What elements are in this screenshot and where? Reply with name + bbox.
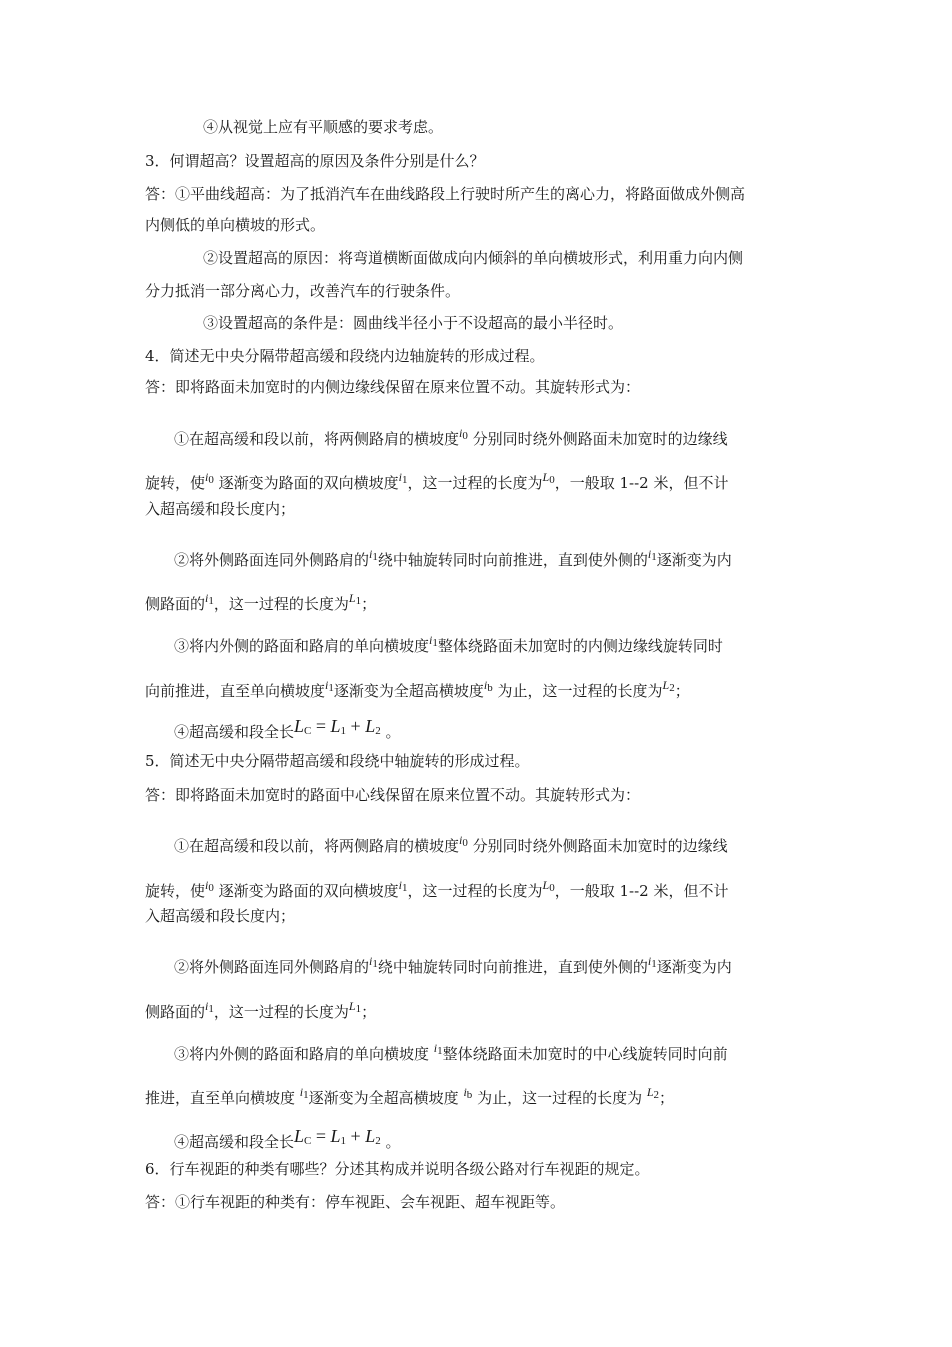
- text: 4．简述无中央分隔带超高缓和段绕内边轴旋转的形成过程。: [145, 347, 545, 365]
- paragraph-line: [174, 1038, 728, 1063]
- paragraph-line: [174, 630, 723, 655]
- text: 逐渐变为内: [656, 551, 732, 569]
- text: 旋转，使: [145, 474, 206, 492]
- paragraph-line: [203, 117, 443, 137]
- math-formula: LC = L1 + L2: [294, 716, 381, 737]
- math-formula: LC = L1 + L2: [294, 1126, 381, 1147]
- answer-line: [145, 184, 745, 204]
- text: 3．何谓超高？设置超高的原因及条件分别是什么？: [145, 152, 485, 170]
- answer-line: [145, 1192, 565, 1212]
- math-symbol: i1: [647, 954, 657, 970]
- text: ，这一过程的长度为: [407, 474, 543, 492]
- text: 6．行车视距的种类有哪些？分述其构成并说明各级公路对行车视距的规定。: [145, 1160, 650, 1178]
- math-symbol: i1: [205, 591, 214, 607]
- paragraph-line: [174, 951, 732, 976]
- question-heading: [145, 151, 485, 171]
- text: 整体绕路面未加宽时的中心线旋转同时向前: [442, 1045, 728, 1063]
- answer-line: [145, 785, 640, 805]
- math-symbol: i0: [205, 878, 214, 894]
- text: 逐渐变为内: [656, 958, 732, 976]
- text: ②将外侧路面连同外侧路肩的: [174, 958, 370, 976]
- text: 逐渐变为路面的双向横坡度: [218, 882, 399, 900]
- text: ③将内外侧的路面和路肩的单向横坡度: [174, 1045, 430, 1063]
- text: ③将内外侧的路面和路肩的单向横坡度: [174, 637, 430, 655]
- math-symbol: i1: [325, 678, 334, 694]
- text: 答：即将路面未加宽时的路面中心线保留在原来位置不动。其旋转形式为：: [145, 786, 641, 804]
- paragraph-line: [145, 875, 729, 900]
- text: ，这一过程的长度为: [213, 595, 349, 613]
- paragraph-line: [145, 996, 377, 1021]
- text: ，这一过程的长度为: [407, 882, 543, 900]
- paragraph-line: [145, 215, 325, 235]
- text: 为止，这一过程的长度为: [497, 682, 663, 700]
- text: ①在超高缓和段以前，将两侧路肩的横坡度: [174, 430, 460, 448]
- answer-line: [145, 377, 640, 397]
- paragraph-line: [145, 588, 377, 613]
- paragraph-line: [174, 423, 728, 448]
- question-heading: [145, 1159, 650, 1179]
- text: 绕中轴旋转同时向前推进，直到使外侧的: [377, 958, 648, 976]
- math-symbol: i1: [299, 1085, 309, 1101]
- math-symbol: L0: [542, 470, 555, 486]
- paragraph-line: [145, 467, 729, 492]
- math-symbol: i0: [459, 833, 468, 849]
- text: ②设置超高的原因：将弯道横断面做成向内倾斜的单向横坡形式，利用重力向内侧: [203, 249, 744, 267]
- text: 侧路面的: [145, 595, 206, 613]
- text: 入超高缓和段长度内；: [145, 500, 296, 518]
- text: ②将外侧路面连同外侧路肩的: [174, 551, 370, 569]
- text: 逐渐变为路面的双向横坡度: [218, 474, 399, 492]
- question-heading: [145, 751, 530, 771]
- math-symbol: i1: [398, 470, 408, 486]
- text: ④超高缓和段全长: [174, 1133, 295, 1151]
- text: ④超高缓和段全长: [174, 723, 295, 741]
- paragraph-line: [203, 313, 623, 333]
- math-symbol: ib: [463, 1085, 473, 1101]
- math-symbol: L2: [662, 678, 675, 694]
- text: 向前推进，直至单向横坡度: [145, 682, 326, 700]
- question-heading: [145, 346, 545, 366]
- text: 答：①行车视距的种类有：停车视距、会车视距、超车视距等。: [145, 1193, 566, 1211]
- math-symbol: i0: [205, 470, 214, 486]
- paragraph-line: [145, 1082, 675, 1107]
- math-symbol: i1: [398, 878, 408, 894]
- text: 为止，这一过程的长度为: [477, 1089, 643, 1107]
- text: ，这一过程的长度为: [213, 1003, 349, 1021]
- paragraph-line: [145, 281, 460, 301]
- text: 内侧低的单向横坡的形式。: [145, 216, 326, 234]
- text: 逐渐变为全超高横坡度: [308, 1089, 459, 1107]
- math-symbol: i1: [369, 547, 378, 563]
- text: 推进，直至单向横坡度: [145, 1089, 296, 1107]
- paragraph-line: [145, 499, 295, 519]
- math-symbol: ib: [483, 678, 493, 694]
- text: 绕中轴旋转同时向前推进，直到使外侧的: [377, 551, 648, 569]
- paragraph-line: [203, 248, 743, 268]
- text: ；: [659, 1089, 675, 1107]
- text: ；: [361, 595, 377, 613]
- text: 答：即将路面未加宽时的内侧边缘线保留在原来位置不动。其旋转形式为：: [145, 378, 641, 396]
- text: 入超高缓和段长度内；: [145, 907, 296, 925]
- math-symbol: L1: [348, 591, 362, 607]
- formula-line: [174, 716, 401, 741]
- text: ①在超高缓和段以前，将两侧路肩的横坡度: [174, 837, 460, 855]
- text: 。: [385, 723, 401, 741]
- math-symbol: L2: [646, 1085, 660, 1101]
- text: ，一般取 1--2 米，但不计: [554, 882, 729, 900]
- text: 整体绕路面未加宽时的内侧边缘线旋转同时: [437, 637, 723, 655]
- formula-line: [174, 1126, 401, 1151]
- math-symbol: i1: [429, 633, 438, 649]
- text: 5．简述无中央分隔带超高缓和段绕中轴旋转的形成过程。: [145, 752, 530, 770]
- paragraph-line: [145, 675, 690, 700]
- paragraph-line: [174, 544, 732, 569]
- text: 分力抵消一部分离心力，改善汽车的行驶条件。: [145, 282, 461, 300]
- text: 旋转，使: [145, 882, 206, 900]
- text: ③设置超高的条件是：圆曲线半径小于不设超高的最小半径时。: [203, 314, 624, 332]
- math-symbol: L1: [348, 999, 362, 1015]
- paragraph-line: [174, 830, 728, 855]
- math-symbol: i1: [369, 954, 378, 970]
- paragraph-line: [145, 906, 295, 926]
- text: 分别同时绕外侧路面未加宽时的边缘线: [472, 837, 728, 855]
- text: 分别同时绕外侧路面未加宽时的边缘线: [472, 430, 728, 448]
- text: 侧路面的: [145, 1003, 206, 1021]
- math-symbol: L0: [542, 878, 555, 894]
- text: ④从视觉上应有平顺感的要求考虑。: [203, 118, 444, 136]
- text: ，一般取 1--2 米，但不计: [554, 474, 729, 492]
- text: 答：①平曲线超高：为了抵消汽车在曲线路段上行驶时所产生的离心力，将路面做成外侧高: [145, 185, 746, 203]
- text: 逐渐变为全超高横坡度: [333, 682, 484, 700]
- text: 。: [385, 1133, 401, 1151]
- math-symbol: i1: [433, 1041, 443, 1057]
- text: ；: [674, 682, 690, 700]
- math-symbol: i0: [459, 426, 468, 442]
- math-symbol: i1: [205, 999, 214, 1015]
- text: ；: [361, 1003, 377, 1021]
- math-symbol: i1: [647, 547, 657, 563]
